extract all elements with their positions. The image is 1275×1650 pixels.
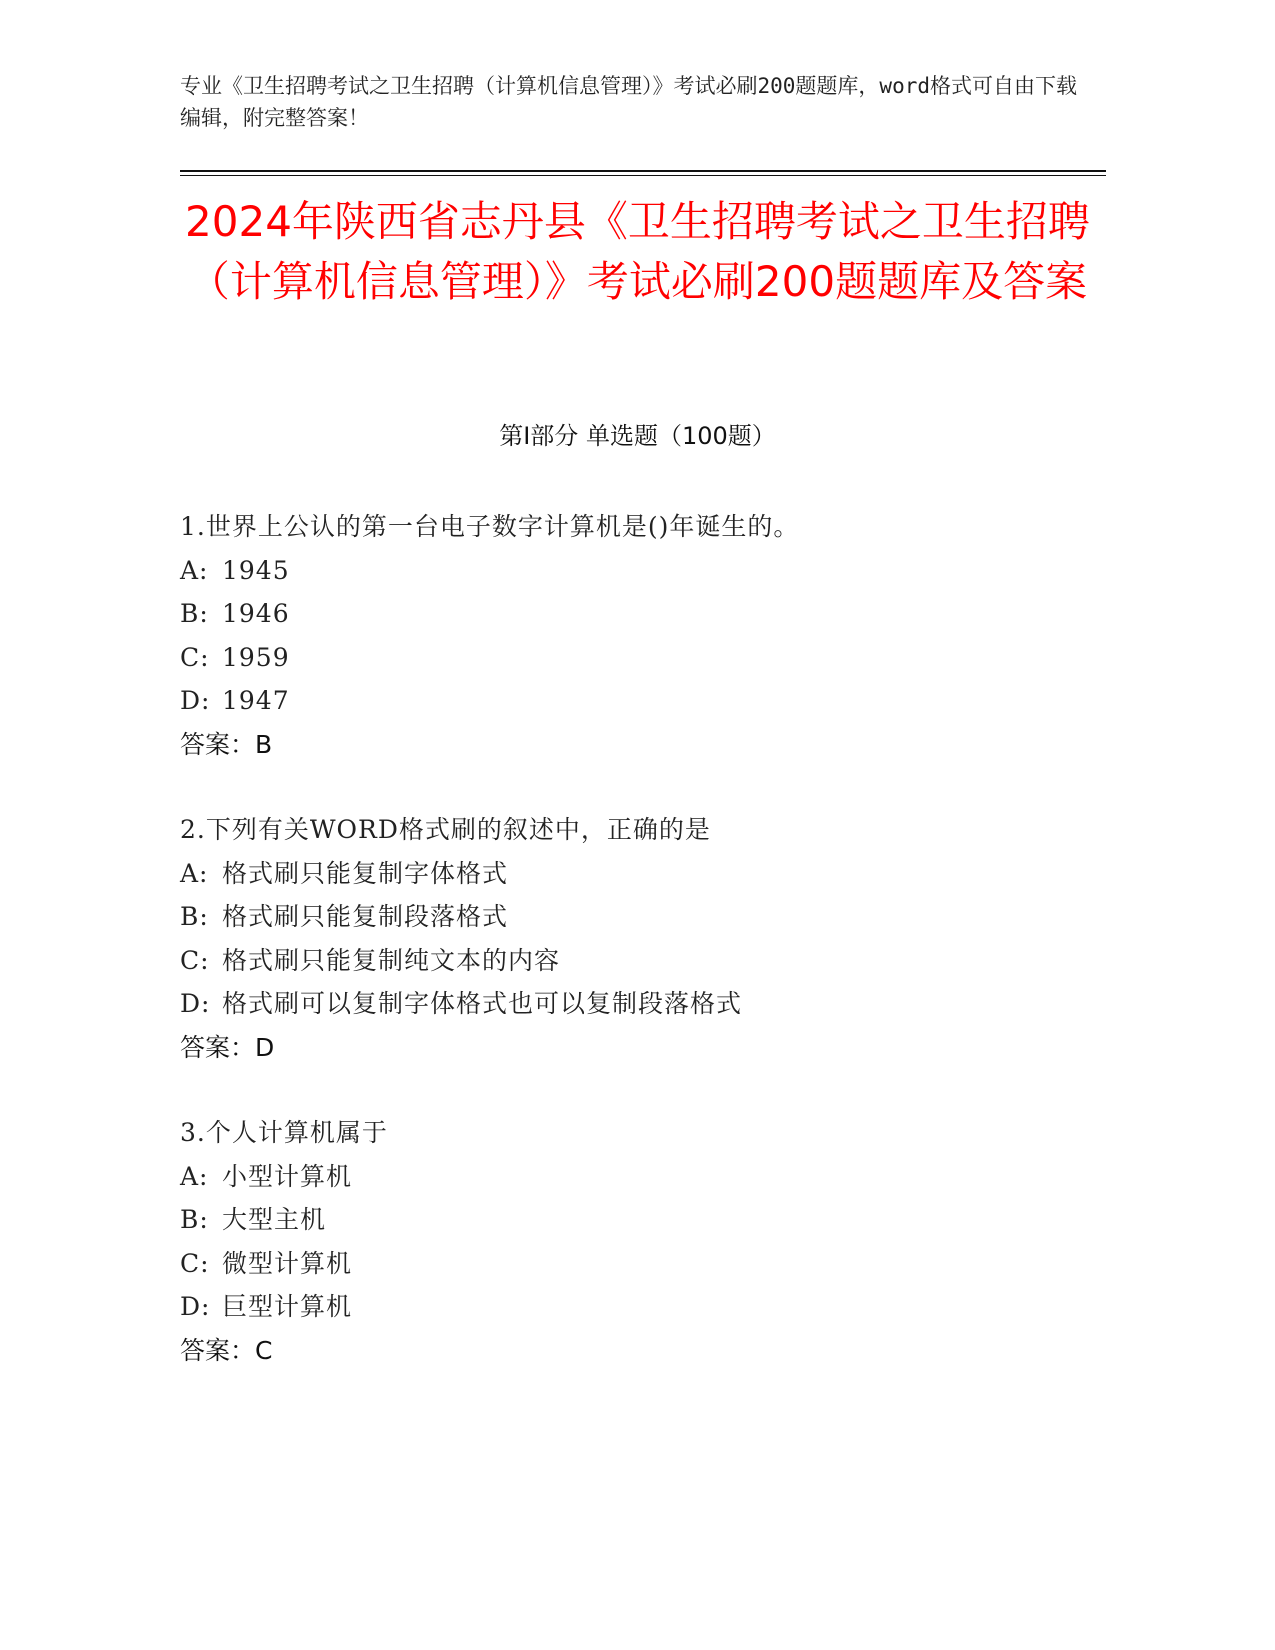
question-option [180, 549, 1100, 593]
question-option [180, 679, 1100, 723]
option-key: D: [180, 686, 211, 715]
header-note: 专业《卫生招聘考试之卫生招聘（计算机信息管理）》考试必刷200题题库，word格式可自由下载编辑，附完整答案！ [180, 74, 1077, 130]
option-text: 格式刷只能复制段落格式 [222, 902, 509, 931]
question-option [180, 939, 1100, 983]
question-stem: 3.个人计算机属于 [180, 1118, 388, 1147]
question-block [180, 1111, 1100, 1372]
option-text: 格式刷可以复制字体格式也可以复制段落格式 [222, 989, 743, 1018]
option-key: D: [180, 1292, 211, 1321]
question-block [180, 505, 1100, 766]
option-text: 1959 [222, 642, 290, 672]
option-text: 微型计算机 [222, 1248, 353, 1278]
option-key: C: [180, 642, 210, 672]
section-title: 第Ⅰ部分 单选题（100题） [499, 422, 776, 450]
question-option [180, 1285, 1100, 1329]
option-text: 格式刷只能复制纯文本的内容 [222, 945, 561, 975]
option-text: 小型计算机 [222, 1161, 353, 1191]
question-list [180, 505, 1100, 1414]
option-key: A: [180, 1161, 209, 1191]
option-text: 巨型计算机 [222, 1292, 353, 1321]
question-option [180, 592, 1100, 636]
header-rule-thick [180, 170, 1106, 172]
option-key: B: [180, 902, 209, 931]
option-key: A: [180, 555, 209, 585]
option-text: 1945 [222, 555, 290, 585]
question-block [180, 808, 1100, 1069]
option-key: D: [180, 989, 211, 1018]
option-text: 格式刷只能复制字体格式 [222, 858, 509, 888]
question-answer: 答案：C [180, 1335, 273, 1365]
question-option [180, 1242, 1100, 1286]
option-key: C: [180, 945, 210, 975]
header-rule-thin [180, 175, 1106, 176]
question-option [180, 982, 1100, 1026]
question-option [180, 852, 1100, 896]
question-stem: 2.下列有关WORD格式刷的叙述中，正确的是 [180, 815, 711, 844]
document-title: 2024年陕西省志丹县《卫生招聘考试之卫生招聘（计算机信息管理）》考试必刷200题题库及答案 [185, 197, 1090, 306]
option-key: B: [180, 1205, 209, 1234]
option-text: 大型主机 [222, 1205, 327, 1234]
option-key: B: [180, 599, 209, 628]
option-key: C: [180, 1248, 210, 1278]
question-stem: 1.世界上公认的第一台电子数字计算机是()年诞生的。 [180, 512, 800, 541]
question-answer: 答案：D [180, 1032, 275, 1062]
option-text: 1946 [222, 599, 290, 628]
question-option [180, 1198, 1100, 1242]
option-key: A: [180, 858, 209, 888]
question-answer: 答案：B [180, 729, 273, 759]
question-option [180, 895, 1100, 939]
option-text: 1947 [222, 686, 290, 715]
question-option [180, 636, 1100, 680]
question-option [180, 1155, 1100, 1199]
